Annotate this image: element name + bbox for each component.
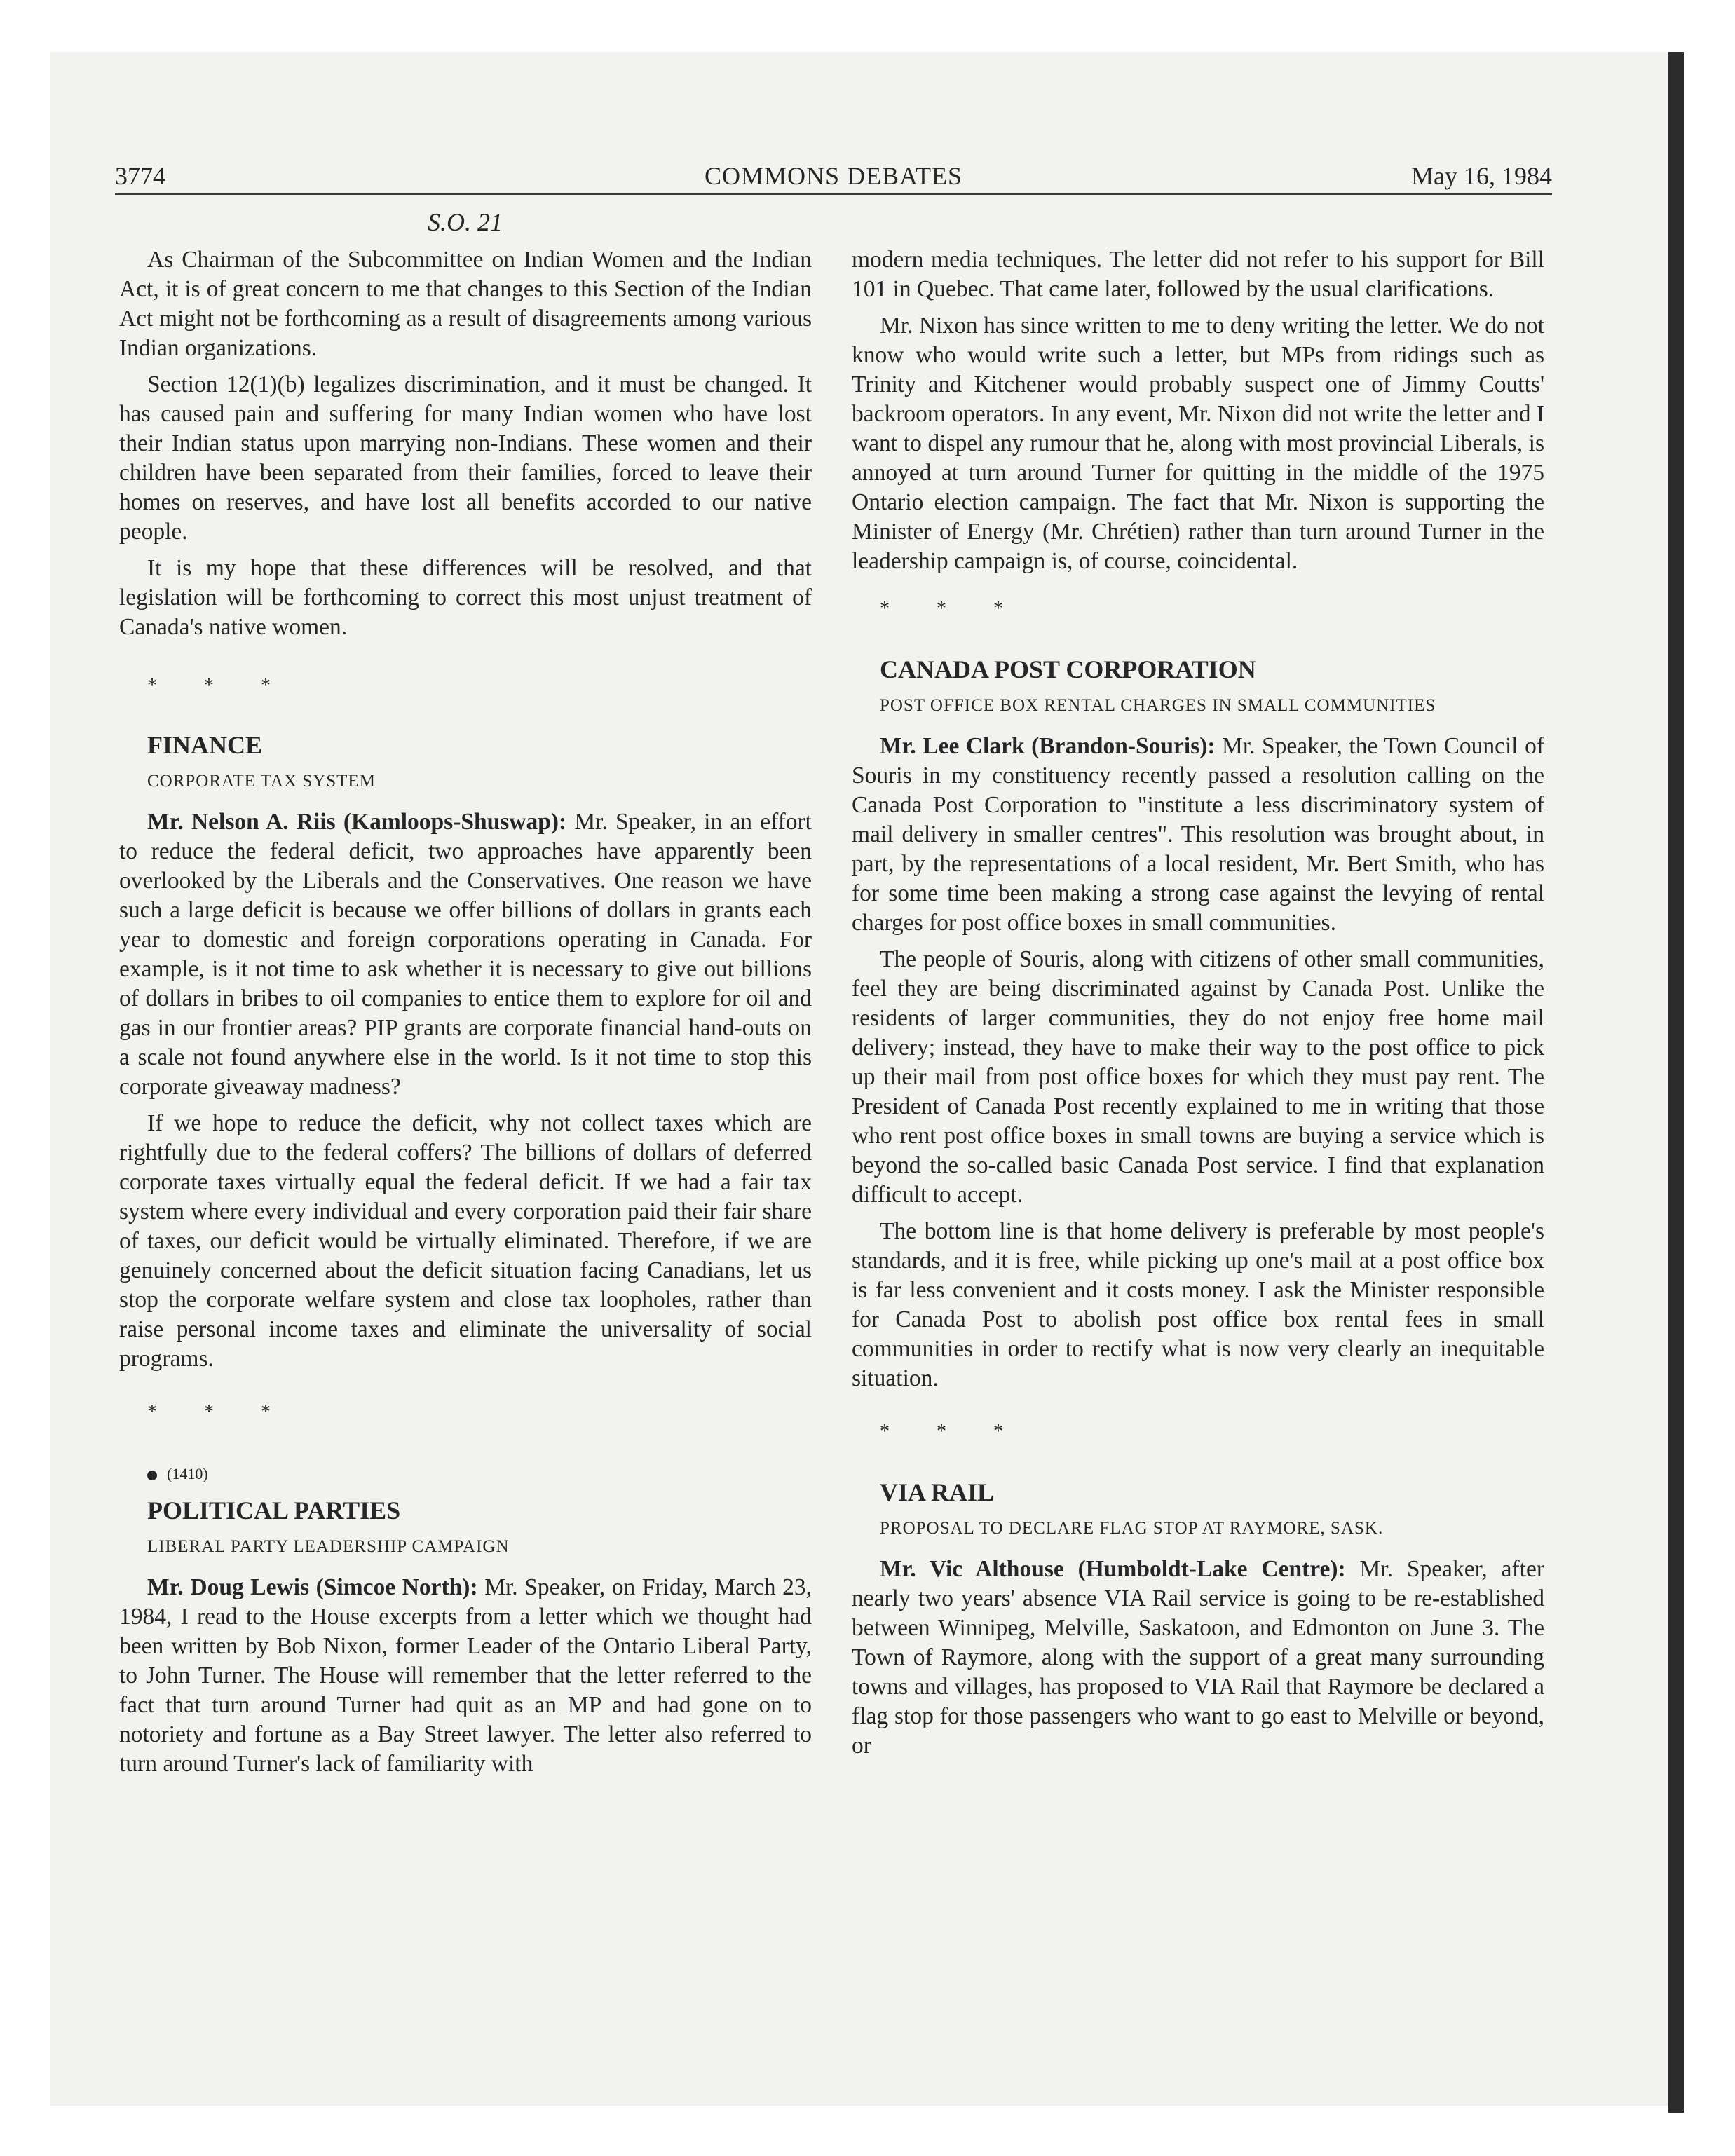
paragraph: The people of Souris, along with citizens of other small communities, feel they are being discriminated against by Canada Post. Unlike the residents of larger communities, they do not enjoy free home mail delivery; instead, they have to make their way to the post office to pick up their mail from post office boxes for which they must pay rent. The President of Canada Post recently explained to me in writing that those who rent post office boxes in small towns are buying a service which is beyond the so-called basic Canada Post service. I find that explanation difficult to accept. bbox=[852, 946, 1544, 1208]
paragraph bbox=[119, 807, 812, 1102]
left-column bbox=[119, 245, 812, 1786]
page-number: 3774 bbox=[115, 162, 165, 190]
subheading-raymore: PROPOSAL TO DECLARE FLAG STOP AT RAYMORE, SASK. bbox=[880, 1519, 1384, 1538]
section-separator: * * * bbox=[880, 1421, 1024, 1442]
header-date: May 16, 1984 bbox=[1411, 162, 1552, 190]
subheading-corporate-tax: CORPORATE TAX SYSTEM bbox=[147, 772, 376, 791]
subheading-leadership: LIBERAL PARTY LEADERSHIP CAMPAIGN bbox=[147, 1537, 510, 1556]
standing-order-label: S.O. 21 bbox=[428, 208, 503, 236]
paragraph: If we hope to reduce the deficit, why not collect taxes which are rightfully due to the federal coffers? The billions of dollars of deferred corporate taxes virtually equal the federal deficit. If we had a fair tax system where every individual and every corporation paid their fair share of taxes, our deficit would be virtually eliminated. Therefore, if we are genuinely concerned about the deficit situation facing Canadians, let us stop the corporate welfare system and close tax loopholes, rather than raise personal income taxes and eliminate the universality of social programs. bbox=[119, 1110, 812, 1372]
section-heading-via-rail: VIA RAIL bbox=[880, 1478, 995, 1506]
paragraph: Section 12(1)(b) legalizes discrimination, and it must be changed. It has caused pain and suffering for many Indian women who have lost their Indian status upon marrying non-Indians. These women and their children have been separated from their families, forced to leave their homes on reserves, and have lost all benefits accorded to our native people. bbox=[119, 371, 812, 545]
paragraph: Mr. Nixon has since written to me to deny writing the letter. We do not know who would write such a letter, but MPs from ridings such as Trinity and Kitchener would probably suspect one of Jimmy Coutts' backroom operators. In any event, Mr. Nixon did not write the letter and I want to dispel any rumour that he, along with most provincial Liberals, is annoyed at turn around Turner for quitting in the middle of the 1975 Ontario election campaign. The fact that Mr. Nixon is supporting the Minister of Energy (Mr. Chrétien) rather than turn around Turner in the leadership campaign is, of course, coincidental. bbox=[852, 313, 1544, 574]
section-separator: * * * bbox=[147, 1401, 292, 1423]
subheading-po-box: POST OFFICE BOX RENTAL CHARGES IN SMALL COMMUNITIES bbox=[880, 696, 1436, 715]
section-heading-canada-post: CANADA POST CORPORATION bbox=[880, 655, 1256, 683]
right-column bbox=[852, 245, 1544, 1768]
speech-text: Mr. Speaker, the Town Council of Souris in my constituency recently passed a resolution calling on the Canada Post Corporation to "institute a less discriminatory system of mail delivery in smaller centres". This resolution was brought about, in part, by the representations of a local resident, Mr. Bert Smith, who has for some time been making a strong case against the levying of rental charges for post office boxes in small communities. bbox=[852, 733, 1545, 936]
section-heading-finance: FINANCE bbox=[147, 731, 263, 759]
time-code: (1410) bbox=[167, 1465, 208, 1482]
paragraph: It is my hope that these differences will be resolved, and that legislation will be forthcoming to correct this most unjust treatment of Canada's native women. bbox=[119, 555, 812, 640]
section-heading-political: POLITICAL PARTIES bbox=[147, 1496, 401, 1524]
paragraph: modern media techniques. The letter did not refer to his support for Bill 101 in Quebec. That came later, followed by the usual clarifications. bbox=[852, 247, 1544, 302]
section-separator: * * * bbox=[880, 598, 1024, 620]
running-header bbox=[115, 158, 1552, 195]
bullet-icon bbox=[147, 1471, 157, 1480]
speaker-name: Mr. Vic Althouse (Humboldt-Lake Centre): bbox=[880, 1556, 1346, 1582]
speaker-name: Mr. Nelson A. Riis (Kamloops-Shuswap): bbox=[147, 809, 567, 835]
speech-text: Mr. Speaker, after nearly two years' absence VIA Rail service is going to be re-established between Winnipeg, Melville, Saskatoon, and Edmonton on June 3. The Town of Raymore, along with the support of a great many surrounding towns and villages, has proposed to VIA Rail that Raymore be declared a flag stop for those passengers who want to go east to Melville or beyond, or bbox=[852, 1556, 1544, 1759]
section-separator: * * * bbox=[147, 675, 292, 697]
speaker-name: Mr. Lee Clark (Brandon-Souris): bbox=[880, 733, 1216, 759]
speaker-name: Mr. Doug Lewis (Simcoe North): bbox=[147, 1574, 478, 1600]
paragraph bbox=[852, 732, 1544, 938]
publication-title: COMMONS DEBATES bbox=[704, 162, 963, 190]
page-edge-shadow bbox=[1668, 52, 1684, 2113]
time-marker bbox=[119, 1459, 812, 1489]
paragraph: As Chairman of the Subcommittee on Indian Women and the Indian Act, it is of great concern to me that changes to this Section of the Indian Act might not be forthcoming as a result of disagreements among various Indian organizations. bbox=[119, 247, 812, 361]
speech-text: Mr. Speaker, on Friday, March 23, 1984, I read to the House excerpts from a letter which we thought had been written by Bob Nixon, former Leader of the Ontario Liberal Party, to John Turner. The House will remember that the letter referred to the fact that turn around Turner had quit as an MP and had gone on to notoriety and fortune as a Bay Street lawyer. The letter also referred to turn around Turner's lack of familiarity with bbox=[119, 1574, 812, 1777]
paragraph bbox=[119, 1573, 812, 1779]
speech-text: Mr. Speaker, in an effort to reduce the federal deficit, two approaches have apparently been overlooked by the Liberals and the Conservatives. One reason we have such a large deficit is because we offer billions of dollars in grants each year to domestic and foreign corporations operating in Canada. For example, is it not time to ask whether it is necessary to give out billions of dollars in bribes to oil companies to entice them to explore for oil and gas in our frontier areas? PIP grants are corporate financial hand-outs on a scale not found anywhere else in the world. Is it not time to stop this corporate giveaway madness? bbox=[119, 809, 812, 1100]
paragraph bbox=[852, 1555, 1544, 1761]
paragraph: The bottom line is that home delivery is preferable by most people's standards, and it is free, while picking up one's mail at a post office box is far less convenient and it costs money. I ask the Minister responsible for Canada Post to abolish post office box rental fees in small communities in order to rectify what is now very clearly an inequitable situation. bbox=[852, 1218, 1544, 1391]
